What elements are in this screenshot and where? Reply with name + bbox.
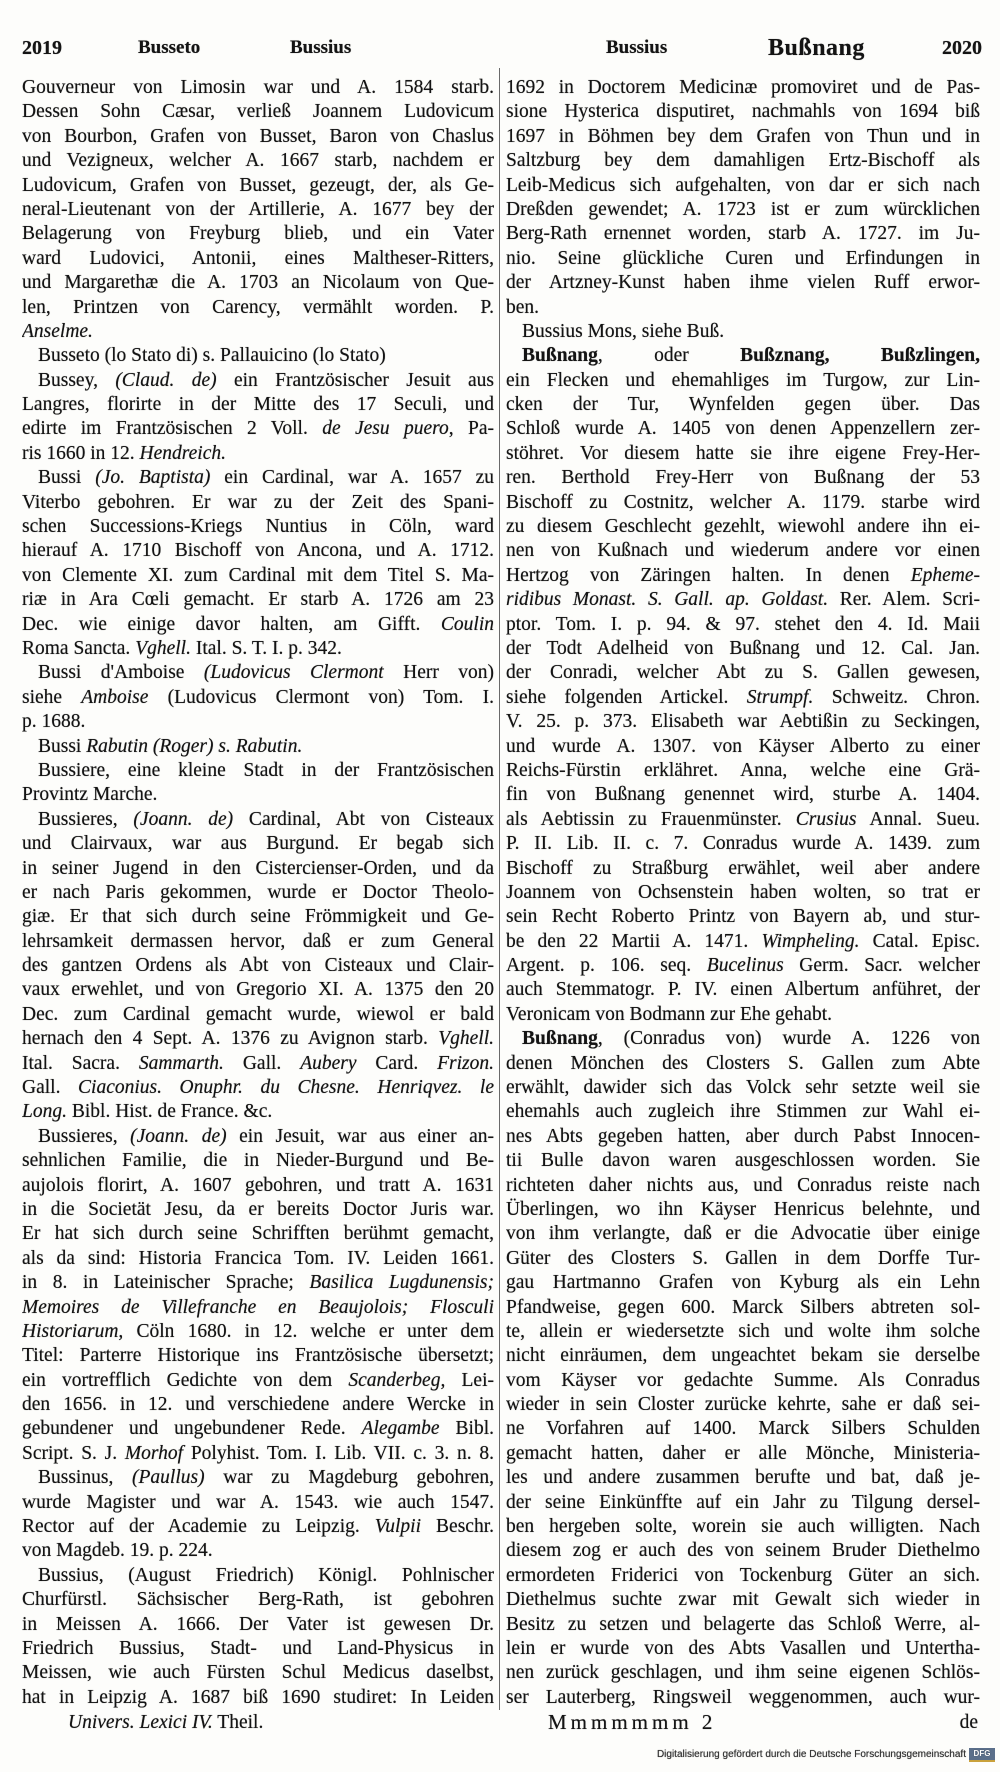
text-line: P. II. Lib. II. c. 7. Conradus wurde A. 1439. zum xyxy=(506,833,980,855)
text-line: Ludovicum, Grafen von Busset, gezeugt, der, als Ge- xyxy=(22,174,494,196)
text-line: nen von Kußnach und wiederum andere vor einen xyxy=(506,540,980,562)
italic-text: Alegambe xyxy=(361,1418,440,1440)
text-line: der Conradi, welcher Abt zu S. Gallen gewesen, xyxy=(506,662,980,684)
italic-text: Hendreich. xyxy=(139,442,227,464)
roman-text: als Aebtissin zu Frauenmünster. xyxy=(506,808,796,830)
running-head-word: Busseto xyxy=(138,37,201,58)
text-line: nen zurück geschlagen, und ihm seine eigenen Schlös- xyxy=(506,1662,980,1684)
text-line: ehemahls auch zugleich ihre Stimmen zur Wahl ei- xyxy=(506,1101,980,1123)
text-line xyxy=(22,661,494,685)
text-line xyxy=(22,320,494,344)
italic-text: Vulpii xyxy=(374,1516,422,1538)
roman-text: Schweitz. Chron. xyxy=(813,686,980,708)
text-line: Leib-Medicus sich aufgehalten, von dar er sich nach xyxy=(506,174,980,196)
italic-text: Wimpheling. xyxy=(761,930,860,952)
text-line xyxy=(506,344,980,368)
running-head-word: Bussius xyxy=(290,37,352,58)
roman-text: in 8. in Lateinischer Sprache; xyxy=(22,1272,310,1294)
text-line: und Margarethæ die A. 1703 an Nicolaum von Que- xyxy=(22,272,494,294)
text-line xyxy=(22,1052,494,1076)
roman-text: Bibl. Hist. de France. &c. xyxy=(66,1101,273,1123)
text-line: ermordeten Friderici von Tockenburg Güter an sich. xyxy=(506,1564,980,1586)
text-line: tii Bulle davon waren ausgeschlossen worden. Sie xyxy=(506,1150,980,1172)
text-line: Güter des Closters S. Gallen in dem Dorffe Tur- xyxy=(506,1247,980,1269)
roman-text: Ital. Sacra. xyxy=(22,1052,139,1074)
text-line: Pfandweise, gegen 600. Marck Silbers abtreten sol- xyxy=(506,1296,980,1318)
text-line: des gantzen Ordens als Abt von Cisteaux und Clair- xyxy=(22,955,494,977)
italic-text: Bucelinus xyxy=(706,955,784,977)
text-line: Titel: Parterre Historique ins Frantzösische übersetzt; xyxy=(22,1345,494,1367)
text-line: von Bourbon, Grafen von Busset, Baron von Chaslus xyxy=(22,125,494,147)
text-line xyxy=(22,1466,494,1490)
roman-text: Argent. p. 106. seq. xyxy=(506,955,707,977)
text-line xyxy=(22,1515,494,1539)
italic-text: de Jesu puero xyxy=(322,418,449,440)
text-line xyxy=(22,1320,494,1344)
text-line: Joannem von Ochsenstein haben wolten, so trat er xyxy=(506,881,980,903)
roman-text: , (Conradus von) wurde A. 1226 von xyxy=(597,1028,980,1050)
text-line: ein Flecken und ehemahliges im Turgow, zur Lin- xyxy=(506,369,980,391)
text-line: den 1656. in 12. und verschiedene andere Wercke in xyxy=(22,1394,494,1416)
text-line xyxy=(506,930,980,954)
text-line: der Todt Adelheid von Bußnang und 12. Cal. Jan. xyxy=(506,637,980,659)
volume-catchline xyxy=(68,1711,263,1735)
text-line: und Clairvaux, war aus Burgund. Er begab sich xyxy=(22,833,494,855)
text-line: Bussius, (August Friedrich) Königl. Pohlnischer xyxy=(38,1564,494,1586)
text-line: Berg-Rath ernennet worden, starb A. 1727. im Ju- xyxy=(506,223,980,245)
roman-text: Germ. Sacr. welcher xyxy=(783,955,980,977)
roman-text: Bussinus, xyxy=(38,1467,133,1489)
text-line xyxy=(22,417,494,441)
page-number-right: 2020 xyxy=(942,37,982,59)
text-line: Langres, florirte in der Mitte des 17 Seculi, und xyxy=(22,394,494,416)
roman-text: Ital. S. T. I. p. 342. xyxy=(190,637,342,659)
text-line: nes Abts gegeben hatten, aber durch Pabst Innocen- xyxy=(506,1125,980,1147)
text-line: cken der Tur, Wynfelden gegen über. Das xyxy=(506,394,980,416)
roman-text: , oder xyxy=(597,345,741,367)
text-line: gemacht hatten, daher er alle Mönche, Ministeria- xyxy=(506,1442,980,1464)
right-column xyxy=(506,76,980,1710)
text-line: erwählt, dawider sich das Volck sehr setzte weil sie xyxy=(506,1077,980,1099)
text-line: Churfürstl. Sächsischer Berg-Rath, ist gebohren xyxy=(22,1589,494,1611)
italic-text: Historiarum, xyxy=(22,1320,124,1342)
text-line xyxy=(22,1296,494,1320)
text-line xyxy=(506,954,980,978)
text-line: Dreßden gewendet; A. 1723 ist er zum würcklichen xyxy=(506,198,980,220)
roman-text: Theil. xyxy=(212,1712,264,1733)
roman-text: Polyhist. Tom. I. Lib. VII. c. 3. n. 8. xyxy=(183,1442,494,1464)
text-line xyxy=(22,1442,494,1466)
text-line: Überlingen, wo ihn Käyser Henricus belehnte, und xyxy=(506,1198,980,1220)
roman-text: be den 22 Martii A. 1471. xyxy=(506,930,762,952)
text-line: Reichs-Fürstin erklähret. Anna, welche eine Grä- xyxy=(506,759,980,781)
text-line: von ihm verlangte, daß er die Advocatie über einige xyxy=(506,1223,980,1245)
text-line: Schloß wurde A. 1405 von denen Appenzellern zer- xyxy=(506,418,980,440)
italic-text: Ciaconius. Onuphr. du Chesne. Henriqvez. le xyxy=(78,1077,494,1099)
roman-text: Bussi xyxy=(38,735,87,757)
text-line: 1697 in Böhmen bey dem Grafen von Thun und in xyxy=(506,125,980,147)
text-line xyxy=(22,1417,494,1441)
text-line: hierauf A. 1710 Bischoff von Ancona, und A. 1712. xyxy=(22,540,494,562)
text-line: Viterbo gebohren. Er war zu der Zeit des Spani- xyxy=(22,491,494,513)
text-line: Friedrich Bussius, Stadt- und Land-Physicus in xyxy=(22,1638,494,1659)
text-line xyxy=(506,1027,980,1051)
text-line: von Clemente XI. zum Cardinal mit dem Titel S. Ma- xyxy=(22,564,494,586)
text-line: in die Societät Jesu, da er bereits Doctor Juris war. xyxy=(22,1198,494,1220)
italic-text: Epheme- xyxy=(910,564,980,586)
text-line xyxy=(22,369,494,393)
text-line: ren. Berthold Frey-Herr von Bußnang der 53 xyxy=(506,467,980,489)
text-line: der Artzney-Kunst haben ihme vielen Ruff erwor- xyxy=(506,272,980,294)
roman-text: Dec. wie einige davor halten, am Gifft. xyxy=(22,613,441,635)
italic-text: (Paullus) xyxy=(132,1467,205,1489)
roman-text: Bussi xyxy=(38,467,96,489)
italic-text: Scanderbeg, xyxy=(348,1369,446,1391)
text-line: hat in Leipzig A. 1687 biß 1690 studiret: In Leiden xyxy=(22,1686,494,1708)
roman-text: ris 1660 in 12. xyxy=(22,442,140,464)
roman-text: hernach den 4 Sept. A. 1376 zu Avignon starb. xyxy=(22,1028,439,1050)
text-line: richteten daher nichts aus, und Conradus reiste nach xyxy=(506,1174,980,1196)
text-line: diesem zog er auch des von seinem Bruder Diethelmo xyxy=(506,1540,980,1562)
italic-text: Vghell. xyxy=(438,1028,494,1050)
roman-text: Card. xyxy=(356,1052,438,1074)
roman-text: Herr von) xyxy=(383,662,494,684)
text-line: giæ. Er that sich durch seine Frömmigkeit und Ge- xyxy=(22,906,494,928)
roman-text: Hertzog von Zäringen halten. In denen xyxy=(506,564,911,586)
roman-text: (Ludovicus Clermont von) Tom. I. xyxy=(148,686,494,708)
roman-text: Gall. xyxy=(223,1052,301,1074)
text-line: Veronicam von Bodmann zur Ehe gehabt. xyxy=(506,1003,832,1025)
printer-signature: Mmmmmmm 2 xyxy=(548,1710,717,1734)
text-line: ben. xyxy=(506,296,540,318)
text-line xyxy=(22,686,494,710)
text-line xyxy=(22,808,494,832)
digitisation-credit: Digitalisierung gefördert durch die Deutsche Forschungsgemeinschaft xyxy=(656,1749,966,1760)
text-line: vom Käyser vor gedachte Summe. Als Conradus xyxy=(506,1369,980,1391)
text-line: riæ in Ara Cœli gemacht. Er starb A. 1726 am 23 xyxy=(22,589,494,611)
roman-text: war zu Magdeburg gebohren, xyxy=(204,1467,494,1489)
roman-text: ein vortrefflich Gedichte von dem xyxy=(22,1369,349,1391)
text-line: Meissen, wie auch Fürsten Schul Medicus daselbst, xyxy=(22,1662,494,1684)
italic-text: Strumpf. xyxy=(746,686,814,708)
italic-text: (Jo. Baptista) xyxy=(95,467,211,489)
roman-text: edirte im Frantzösischen 2 Voll. xyxy=(22,418,323,440)
italic-text: Anselme. xyxy=(22,320,93,342)
text-line: und wurde A. 1307. von Käyser Alberto zu einer xyxy=(506,735,980,757)
text-line xyxy=(22,735,494,759)
roman-text: Bussieres, xyxy=(38,808,134,830)
bold-headword: Bußznang, Bußzlingen, xyxy=(740,345,980,367)
roman-text: Rector auf der Academie zu Leipzig. xyxy=(22,1516,375,1538)
text-line: Bischoff zu Costnitz, welcher A. 1179. starbe wird xyxy=(506,491,980,513)
italic-text: Sammarth. xyxy=(138,1052,224,1074)
roman-text: Roma Sancta. xyxy=(22,637,136,659)
text-line: lehrsamkeit dermassen hervor, daß er zum General xyxy=(22,930,494,952)
text-line: wurde Magister und war A. 1543. wie auch 1547. xyxy=(22,1491,494,1513)
text-line: in Meissen A. 1666. Der Vater ist gewesen Dr. xyxy=(22,1613,494,1635)
text-line: Provintz Marche. xyxy=(22,784,158,806)
text-line xyxy=(22,1027,494,1051)
text-line: Dec. zum Cardinal gemacht wurde, wiewol er bald xyxy=(22,1003,494,1025)
roman-text: Bibl. xyxy=(439,1418,494,1440)
roman-text: siehe folgenden Artickel. xyxy=(506,686,747,708)
text-line: V. 25. p. 373. Elisabeth war Aebtißin zu Seckingen, xyxy=(506,711,980,733)
text-line xyxy=(506,686,980,710)
text-line: zu diesem Geschlecht gezehlt, wiewohl andere ihn ei- xyxy=(506,516,980,538)
roman-text: Cardinal, Abt von Cisteaux xyxy=(233,808,494,830)
text-line: als da sind: Historia Francica Tom. IV. Leiden 1661. xyxy=(22,1247,494,1269)
left-column xyxy=(22,76,494,1710)
text-line xyxy=(22,466,494,490)
text-line: lein er wurde von des Abts Vasallen und Untertha- xyxy=(506,1638,980,1659)
text-line: vaux erwehlet, und von Gregorio XI. A. 1375 den 20 xyxy=(22,979,494,1001)
text-line: fin von Bußnang genennet wird, sturbe A. 1404. xyxy=(506,784,980,806)
text-line: von Magdeb. 19. p. 224. xyxy=(22,1540,213,1562)
column-rule xyxy=(499,68,500,1710)
text-line xyxy=(506,808,980,832)
roman-text: Bussieres, xyxy=(38,1125,131,1147)
roman-text: Bussey, xyxy=(38,369,116,391)
roman-text: Annal. Sueu. xyxy=(856,808,980,830)
text-line: p. 1688. xyxy=(22,711,86,733)
text-line xyxy=(22,1100,494,1124)
text-line: 1692 in Doctorem Medicinæ promoviret und de Pas- xyxy=(506,77,980,98)
text-line: gau Hartmanno Grafen von Kyburg als ein Lehn xyxy=(506,1272,980,1294)
text-line: Gouverneur von Limosin war und A. 1584 starb. xyxy=(22,77,494,98)
roman-text: Rer. Alem. Scri- xyxy=(828,589,980,611)
italic-text: Long. xyxy=(22,1101,67,1123)
text-line xyxy=(22,1076,494,1100)
roman-text: ein Jesuit, war aus einer an- xyxy=(226,1125,494,1147)
roman-text: Catal. Episc. xyxy=(859,930,980,952)
italic-text: (Joann. de) xyxy=(133,808,234,830)
text-line: nio. Seine glückliche Curen und Erfindungen in xyxy=(506,247,980,269)
text-line xyxy=(506,588,980,612)
text-line: Bischoff zu Straßburg erwählet, weil aber andere xyxy=(506,857,980,879)
italic-text: Aubery xyxy=(300,1052,357,1074)
bold-headword: Bußnang xyxy=(522,1028,598,1050)
text-line: aujolois florirt, A. 1607 gebohren, und tratt A. 1631 xyxy=(22,1174,494,1196)
text-line: denen Mönchen des Closters S. Gallen zum Abte xyxy=(506,1052,980,1074)
italic-text: (Claud. de) xyxy=(115,369,217,391)
roman-text: , Pa- xyxy=(448,418,494,440)
text-line: sehnlichen Familie, die in Nieder-Burgund und Be- xyxy=(22,1150,494,1172)
text-line xyxy=(22,637,494,661)
italic-text: (Joann. de) xyxy=(130,1125,227,1147)
text-line: les und andere zusammen berufte und bat, daß je- xyxy=(506,1467,980,1489)
text-line: sione Hysterica disputiret, nachmahls von 1694 biß xyxy=(506,101,980,123)
italic-text: Vghell. xyxy=(135,637,191,659)
roman-text: Beschr. xyxy=(421,1516,494,1538)
bold-headword: Bußnang xyxy=(522,345,598,367)
text-line: der seine Einkünffte auf ein Jahr zu Tilgung dersel- xyxy=(506,1491,980,1513)
text-line xyxy=(22,613,494,637)
text-line: ptor. Tom. I. p. 94. & 97. stehet den 4. Id. Maii xyxy=(506,613,980,635)
text-line: sein Recht Roberto Printz von Bayern ab, und stur- xyxy=(506,906,980,928)
roman-text: Lei- xyxy=(445,1369,494,1391)
text-line: Dessen Sohn Cæsar, verließ Joannem Ludovicum xyxy=(22,101,494,123)
text-line: Busseto (lo Stato di) s. Pallauicino (lo Stato) xyxy=(38,345,386,367)
italic-text: Memoires de Villefranche en Beaujolois; Flosculi xyxy=(22,1296,494,1318)
italic-text: Basilica Lugdunensis; xyxy=(309,1272,494,1294)
italic-text: Rabutin (Roger) s. Rabutin. xyxy=(86,735,303,757)
text-line: auch Stemmatogr. P. IV. einen Albertum anführet, der xyxy=(506,979,980,1001)
italic-text: Coulin xyxy=(440,613,494,635)
italic-text: Frizon. xyxy=(437,1052,494,1074)
text-line: ben hergeben solte, worein sie auch willigten. Nach xyxy=(506,1516,980,1538)
text-line: ser Lauterberg, Ringsweil weggenommen, auch wur- xyxy=(506,1686,980,1708)
catchword: de xyxy=(959,1712,978,1733)
text-line: ward Ludovici, Antonii, eines Maltheser-Ritters, xyxy=(22,247,494,269)
text-line: Bussiere, eine kleine Stadt in der Frantzösischen xyxy=(38,759,494,781)
text-line xyxy=(22,1369,494,1393)
text-line: te, allein er wiedersetzte sich und wolte ihm solche xyxy=(506,1320,980,1342)
roman-text: ein Frantzösischer Jesuit aus xyxy=(216,369,494,391)
roman-text: Bussi d'Amboise xyxy=(38,662,204,684)
italic-text: ridibus Monast. S. Gall. ap. Goldast. xyxy=(506,589,829,611)
roman-text: ein Cardinal, war A. 1657 zu xyxy=(210,467,494,489)
text-line xyxy=(22,1125,494,1149)
text-line: in seiner Jugend in den Cistercienser-Orden, und da xyxy=(22,857,494,879)
roman-text: Script. S. J. xyxy=(22,1442,125,1464)
text-line: Besitz zu setzen und belagerte das Schloß Werre, al- xyxy=(506,1613,980,1635)
text-line: Er hat sich durch seine Schrifften berühmt gemacht, xyxy=(22,1223,494,1245)
text-line: nicht einräumen, dem ungeachtet bekam sie derselbe xyxy=(506,1345,980,1367)
text-line: Diethelmus suchte zwar mit Gewalt sich wieder in xyxy=(506,1589,980,1611)
italic-text: Morhof xyxy=(124,1442,184,1464)
page-number-left: 2019 xyxy=(22,37,62,59)
text-line: wieder in sein Closter zurücke kehrte, sahe er daß sei- xyxy=(506,1394,980,1416)
italic-text: Amboise xyxy=(81,686,149,708)
text-line: neral-Lieutenant von der Artillerie, A. 1677 bey der xyxy=(22,198,494,220)
roman-text: siehe xyxy=(22,686,82,708)
roman-text: gebundener und ungebundener Rede. xyxy=(22,1418,362,1440)
text-line: len, Printzen von Carency, vermählt worden. P. xyxy=(22,296,494,318)
italic-text: Crusius xyxy=(795,808,857,830)
roman-text: Gall. xyxy=(22,1077,79,1099)
roman-text: Cöln 1680. in 12. welche er unter dem xyxy=(123,1320,494,1342)
text-line xyxy=(22,442,494,466)
running-head-word: Bußnang xyxy=(768,35,865,61)
italic-text: Univers. Lexici IV. xyxy=(68,1712,213,1733)
running-head-word: Bussius xyxy=(606,37,668,58)
text-line: Saltzburg bey dem damahligen Ertz-Bischoff als xyxy=(506,150,980,172)
text-line: Bussius Mons, siehe Buß. xyxy=(522,320,725,342)
text-line: Belagerung von Freyburg blieb, und ein Vater xyxy=(22,223,494,245)
text-line: schen Successions-Kriegs Nuntius in Cöln, ward xyxy=(22,516,494,538)
text-line: stöhret. Vor diesem hatte sie ihre eigene Frey-Her- xyxy=(506,442,980,464)
text-line xyxy=(22,1271,494,1295)
dfg-logo-icon: DFG xyxy=(969,1748,995,1762)
text-line: ne Vorfahren auf 1400. Marck Silbers Schulden xyxy=(506,1418,980,1440)
italic-text: (Ludovicus Clermont xyxy=(203,662,384,684)
text-line: und Vezigneux, welcher A. 1667 starb, nachdem er xyxy=(22,150,494,172)
text-line xyxy=(506,564,980,588)
text-line: er nach Paris gekommen, wurde er Doctor Theolo- xyxy=(22,881,494,903)
